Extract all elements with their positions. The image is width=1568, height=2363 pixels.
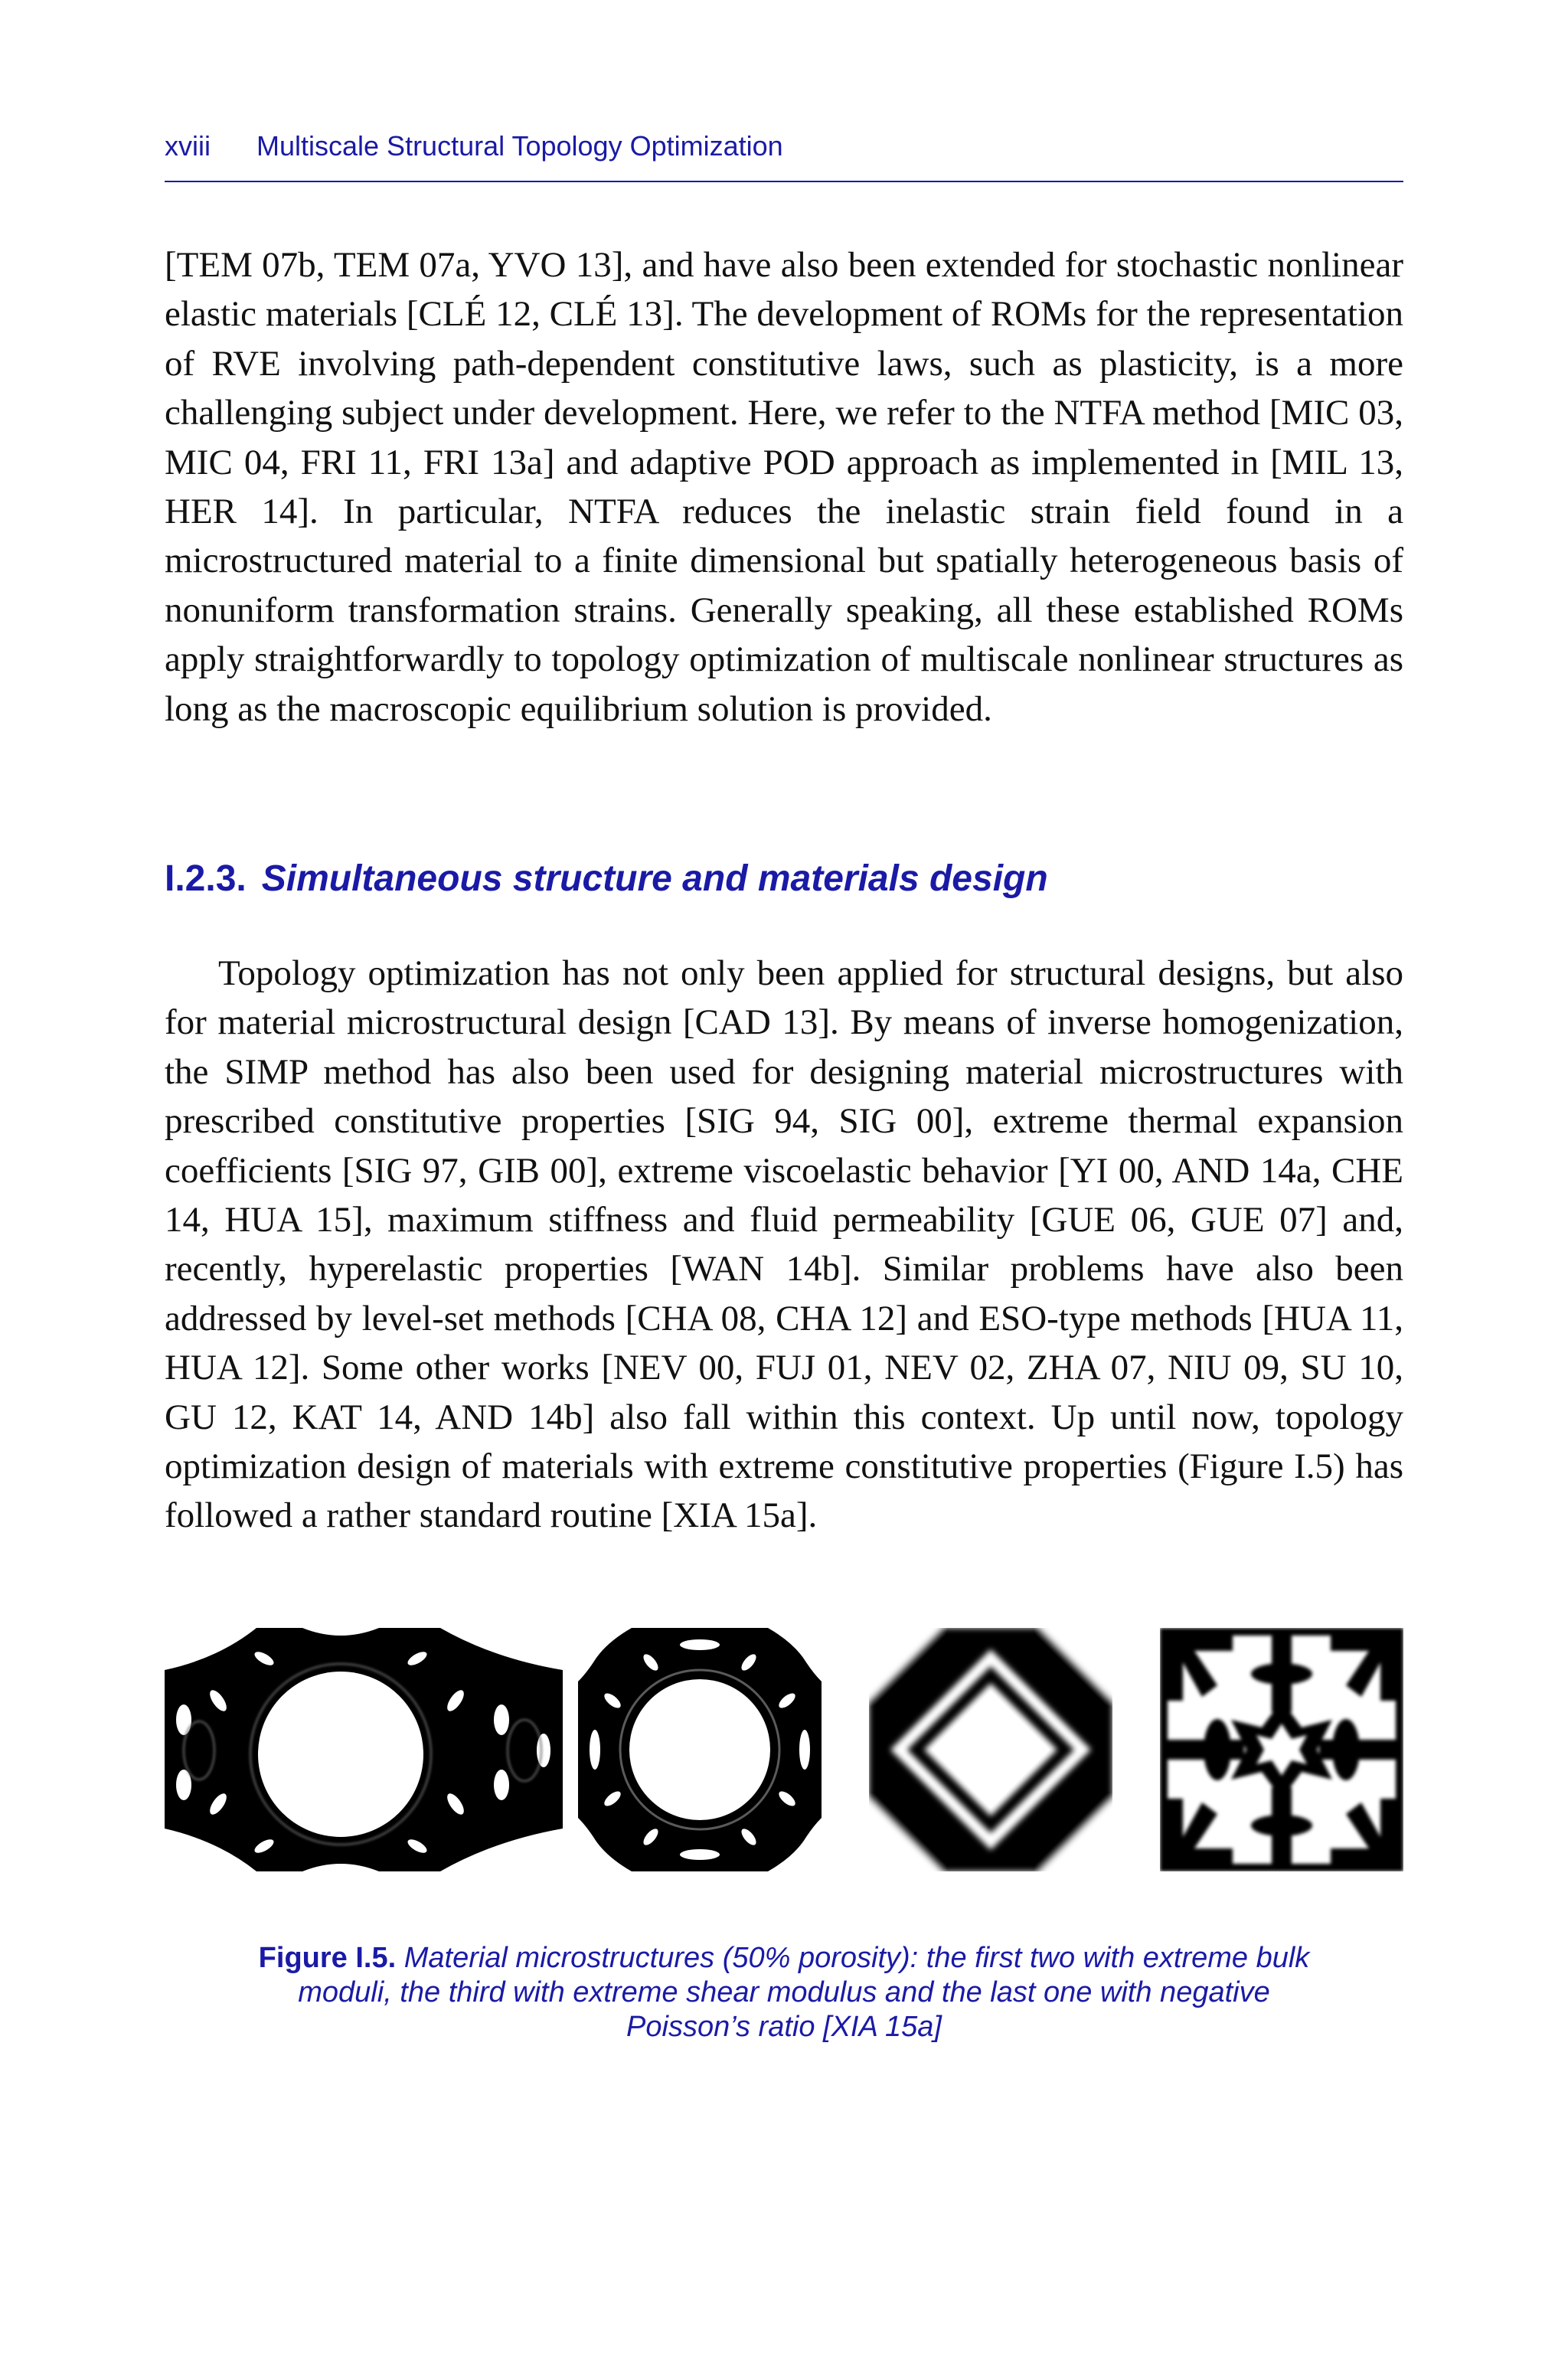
microstructure-image-1 (165, 1628, 563, 1871)
figure-microstructures (165, 1628, 1403, 1871)
running-title: Multiscale Structural Topology Optimization (256, 130, 783, 162)
microstructure-image-3 (869, 1628, 1112, 1871)
microstructure-image-2 (578, 1628, 822, 1871)
section-title: Simultaneous structure and materials design (261, 858, 1048, 899)
page-number: xviii (165, 130, 211, 162)
header-rule (165, 181, 1403, 182)
section-heading (165, 858, 1403, 900)
figure-label: Figure I.5. (258, 1942, 397, 1974)
body-paragraph-1: [TEM 07b, TEM 07a, YVO 13], and have also been extended for stochastic nonlinear elastic materials [CLÉ 12, CLÉ 13]. The development of ROMs for the representation of RVE involving path-dependent constitutive laws, such as plasticity, is a more challenging subject under development. Here, we refer to the NTFA method [MIC 03, MIC 04, FRI 11, FRI 13a] and adaptive POD approach as implemented in [MIL 13, HER 14]. In particular, NTFA reduces the inelastic strain field found in a microstructured material to a finite dimensional but spatially heterogeneous basis of nonuniform transformation strains. Generally speaking, all these established ROMs apply straightforwardly to topology optimization of multiscale nonlinear structures as long as the macroscopic equilibrium solution is provided. (165, 245, 1403, 729)
figure-caption (256, 1941, 1312, 2044)
figure-caption-text: Material microstructures (50% porosity): the first two with extreme bulk moduli, the third with extreme shear modulus and the last one with negative Poisson’s ratio [XIA 15a] (298, 1942, 1310, 2043)
running-head (165, 130, 1403, 167)
body-paragraph-2: Topology optimization has not only been applied for structural designs, but also for material microstructural design [CAD 13]. By means of inverse homogenization, the SIMP method has also been used for designing material microstructures with prescribed constitutive properties [SIG 94, SIG 00], extreme thermal expansion coefficients [SIG 97, GIB 00], extreme viscoelastic behavior [YI 00, AND 14a, CHE 14, HUA 15], maximum stiffness and fluid permeability [GUE 06, GUE 07] and, recently, hyperelastic properties [WAN 14b]. Similar problems have also been addressed by level-set methods [CHA 08, CHA 12] and ESO-type methods [HUA 11, HUA 12]. Some other works [NEV 00, FUJ 01, NEV 02, ZHA 07, NIU 09, SU 10, GU 12, KAT 14, AND 14b] also fall within this context. Up until now, topology optimization design of materials with extreme constitutive properties (Figure I.5) has followed a rather standard routine [XIA 15a]. (165, 953, 1403, 1536)
section-number: I.2.3. (165, 858, 247, 899)
microstructure-image-4 (1160, 1628, 1403, 1871)
page (165, 0, 1403, 2363)
